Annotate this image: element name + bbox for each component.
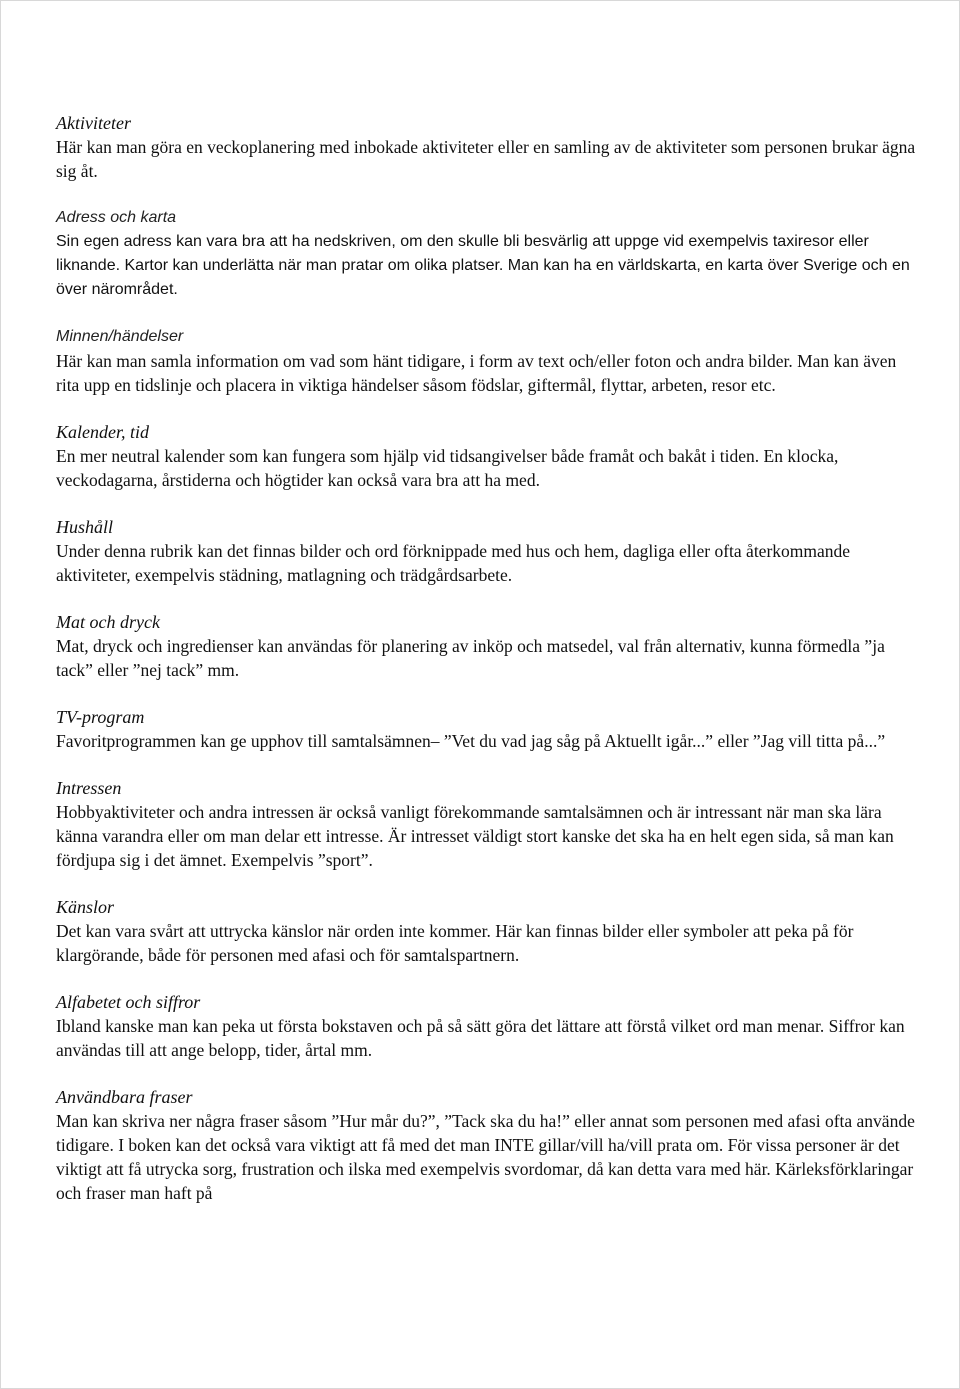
section-heading: Alfabetet och siffror xyxy=(56,992,201,1012)
section-text: Här kan man samla information om vad som hänt tidigare, i form av text och/eller foton och andra bilder. Man kan även rita upp en tidslinje och placera in viktiga händelser såsom födslar, giftermål, flyttar, arbeten, resor etc. xyxy=(56,351,897,395)
section-heading: Minnen/händelser xyxy=(56,328,184,345)
section-text: Man kan skriva ner några fraser såsom ”Hur mår du?”, ”Tack ska du ha!” eller annat som personen med afasi ofta använde tidigare. I boken kan det också vara viktigt att få med det man INTE gillar/vill ha/vill prata om. För vissa personer är det viktigt att få utrycka sorg, frustration och ilska med exempelvis svordomar, då kan detta vara med här. Kärleksförklaringar och fraser man haft på xyxy=(56,1111,915,1203)
section-heading: Mat och dryck xyxy=(56,612,160,632)
section-text: Det kan vara svårt att uttrycka känslor när orden inte kommer. Här kan finnas bilder eller symboler att peka på för klargörande, både för personen med afasi och för samtalspartnern. xyxy=(56,921,854,965)
section-minnen-handelser xyxy=(56,325,916,397)
section-heading: Adress och karta xyxy=(56,209,177,226)
section-aktiviteter xyxy=(56,111,916,183)
section-text: Favoritprogrammen kan ge upphov till samtalsämnen– ”Vet du vad jag såg på Aktuellt igår...” eller ”Jag vill titta på...” xyxy=(56,731,886,751)
section-kalender-tid xyxy=(56,420,916,492)
section-tv-program xyxy=(56,705,916,753)
section-heading: Aktiviteter xyxy=(56,113,131,133)
section-heading: Användbara fraser xyxy=(56,1087,193,1107)
section-text: Mat, dryck och ingredienser kan användas för planering av inköp och matsedel, val från alternativ, kunna förmedla ”ja tack” eller ”nej tack” mm. xyxy=(56,636,885,680)
section-adress-och-karta xyxy=(56,206,916,302)
section-text: Här kan man göra en veckoplanering med inbokade aktiviteter eller en samling av de aktiviteter som personen brukar ägna sig åt. xyxy=(56,137,916,181)
section-heading: Känslor xyxy=(56,897,115,917)
section-text: En mer neutral kalender som kan fungera som hjälp vid tidsangivelser både framåt och bakåt i tiden. En klocka, veckodagarna, årstiderna och högtider kan också vara bra att ha med. xyxy=(56,446,839,490)
section-kanslor xyxy=(56,895,916,967)
section-heading: Kalender, tid xyxy=(56,422,149,442)
section-hushall xyxy=(56,515,916,587)
section-heading: TV-program xyxy=(56,707,145,727)
section-heading: Hushåll xyxy=(56,517,114,537)
section-mat-och-dryck xyxy=(56,610,916,682)
section-text: Hobbyaktiviteter och andra intressen är också vanligt förekommande samtalsämnen och är intressant när man ska lära känna varandra eller om man delar ett intresse. Är intresset väldigt stort kanske det ska ha en helt egen sida, så man kan fördjupa sig i det ämnet. Exempelvis ”sport”. xyxy=(56,802,894,870)
section-alfabetet-och-siffror xyxy=(56,990,916,1062)
document-content xyxy=(56,111,916,1228)
section-anvandbara-fraser xyxy=(56,1085,916,1205)
section-text: Ibland kanske man kan peka ut första bokstaven och på så sätt göra det lättare att förstå vilket ord man menar. Siffror kan användas till att ange belopp, tider, årtal mm. xyxy=(56,1016,905,1060)
section-intressen xyxy=(56,776,916,872)
section-text: Sin egen adress kan vara bra att ha nedskriven, om den skulle bli besvärlig att uppge vid exempelvis taxiresor eller liknande. Kartor kan underlätta när man pratar om olika platser. Man kan ha en världskarta, en karta över Sverige och en över närområdet. xyxy=(56,233,910,298)
section-text: Under denna rubrik kan det finnas bilder och ord förknippade med hus och hem, dagliga eller ofta återkommande aktiviteter, exempelvis städning, matlagning och trädgårdsarbete. xyxy=(56,541,851,585)
section-heading: Intressen xyxy=(56,778,122,798)
